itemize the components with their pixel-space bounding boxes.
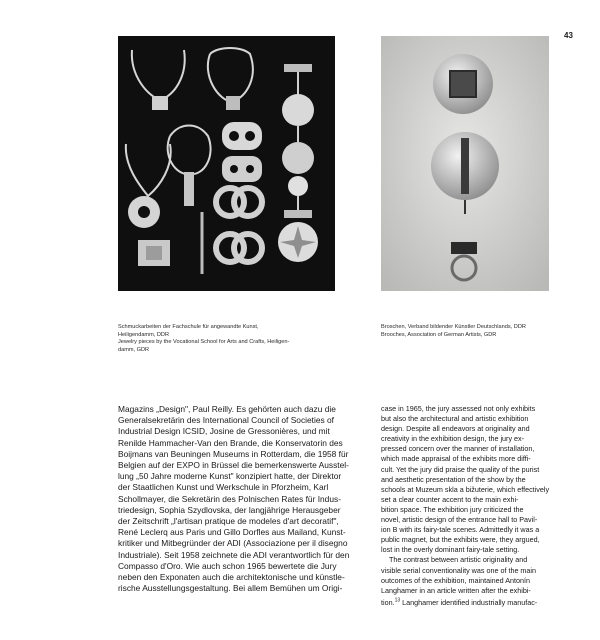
text-fragment: tion.$^{13}$ Langhamer identified industrially manufac- <box>381 597 538 608</box>
text-line: visible serial conventionality was one of the main <box>381 565 537 575</box>
right-photo-caption <box>381 324 551 339</box>
text-line: triedesign, Sophia Szydlovska, der langjährige Herausgeber <box>118 504 341 515</box>
text-line: set a clear counter accent to the main exhi- <box>381 494 519 504</box>
text-line: Magazins „Design", Paul Reilly. Es gehörten auch dazu die <box>118 404 336 414</box>
text-line: der Staatlichen Kunst und Werkschule in Pforzheim, Karl <box>118 482 329 493</box>
text-line: The contrast between artistic originality and <box>389 555 528 565</box>
caption-line: Schmuckarbeiten der Fachschule für angewandte Kunst, <box>118 324 259 330</box>
text-line: Compasso d'Oro. Wie auch schon 1965 bewertete die Jury <box>118 560 337 571</box>
jewelry-photo <box>118 36 335 291</box>
text-line: design. Despite all endeavors at originality and <box>381 424 530 434</box>
caption-line: damm, GDR <box>118 346 150 353</box>
caption-line: Jewelry pieces by the Vocational School for Arts and Crafts, Heiligen- <box>118 339 290 346</box>
brooches-photo <box>381 36 549 291</box>
caption-line: Brooches, Association of German Artists, GDR <box>381 331 497 338</box>
text-line: but also the architectural and artistic exhibition <box>381 414 529 424</box>
text-line: Industrial Design ICSID, Josine de Gressonières, und mit <box>118 426 330 437</box>
text-line: neben den Exponaten auch die architektonische und künstle- <box>118 572 345 583</box>
text-line: public magnet, but the exhibits were, they argued, <box>381 535 540 545</box>
text-line: cult. Yet the jury did praise the quality of the purist <box>381 464 540 474</box>
text-line: pressed concern over the manner of installation, <box>381 444 535 454</box>
text-line: schools at Muzeum sklа a bižuterie, which effectively <box>381 484 550 494</box>
text-line: rische Ausstellungsgestaltung. Bei allem Bemühen um Origi- <box>118 583 343 594</box>
text-line: Belgien auf der EXPO in Brüssel die bemerkenswerte Ausstel- <box>118 460 349 471</box>
caption-line: Broschen, Verband bildender Künstler Deutschlands, DDR <box>381 324 526 330</box>
text-line: bition space. The exhibition jury criticized the <box>381 504 524 514</box>
left-photo-caption <box>118 324 328 354</box>
text-line: outcomes of the exhibition, maintained Antonín <box>381 575 531 585</box>
text-line: ion B with its fairy-tale scenes. Admittedly it was a <box>381 525 540 535</box>
caption-line: Heiligendamm, DDR <box>118 331 169 338</box>
text-line: which made appraisal of the exhibits more diffi- <box>381 454 531 464</box>
text-line: lost in the overly dominant fairy-tale setting. <box>381 545 520 555</box>
english-body-column <box>381 404 553 608</box>
footnote-marker: 13 <box>394 597 401 604</box>
text-line: lung „50 Jahre moderne Kunst" konzipiert hatte, der Direktor <box>118 471 342 482</box>
text-line: Renilde Hammacher-Van den Brande, die Konservatorin des <box>118 437 343 448</box>
text-line: René Leclerq aus Paris und Gillo Dorfles aus Mailand, Kunst- <box>118 527 346 538</box>
text-line: novel, artistic design of the entrance hall to Pavil- <box>381 515 538 525</box>
text-line: and aesthetic presentation of the show by the <box>381 474 526 484</box>
brooches-illustration <box>381 36 549 291</box>
text-line: kritiker und Mitbegründer der ADI (Associazione per il disegno <box>118 538 348 549</box>
text-line: der Zeitschrift „l'artisan pratique de modeles d'art decoratif", <box>118 516 339 527</box>
page-number: 43 <box>564 31 573 40</box>
german-body-column <box>118 404 348 594</box>
text-line: creativity in the exhibition design, the jury ex- <box>381 434 525 444</box>
text-line: case in 1965, the jury assessed not only exhibits <box>381 404 536 413</box>
text-line: Langhamer in an article written after the exhibi- <box>381 585 531 595</box>
text-line-with-footnote <box>381 596 553 608</box>
text-line: Schollmayer, die Sekretärin des Polnischen Rates für Indus- <box>118 493 341 504</box>
text-line: Generalsekretärin des International Council of Societies of <box>118 415 335 426</box>
text-line: Industriale). Seit 1958 zeichnete die ADI verantwortlich für den <box>118 549 350 560</box>
text-line: Boijmans van Beuningen Museums in Rotterdam, die 1958 für <box>118 448 349 459</box>
jewelry-illustration <box>118 36 335 291</box>
